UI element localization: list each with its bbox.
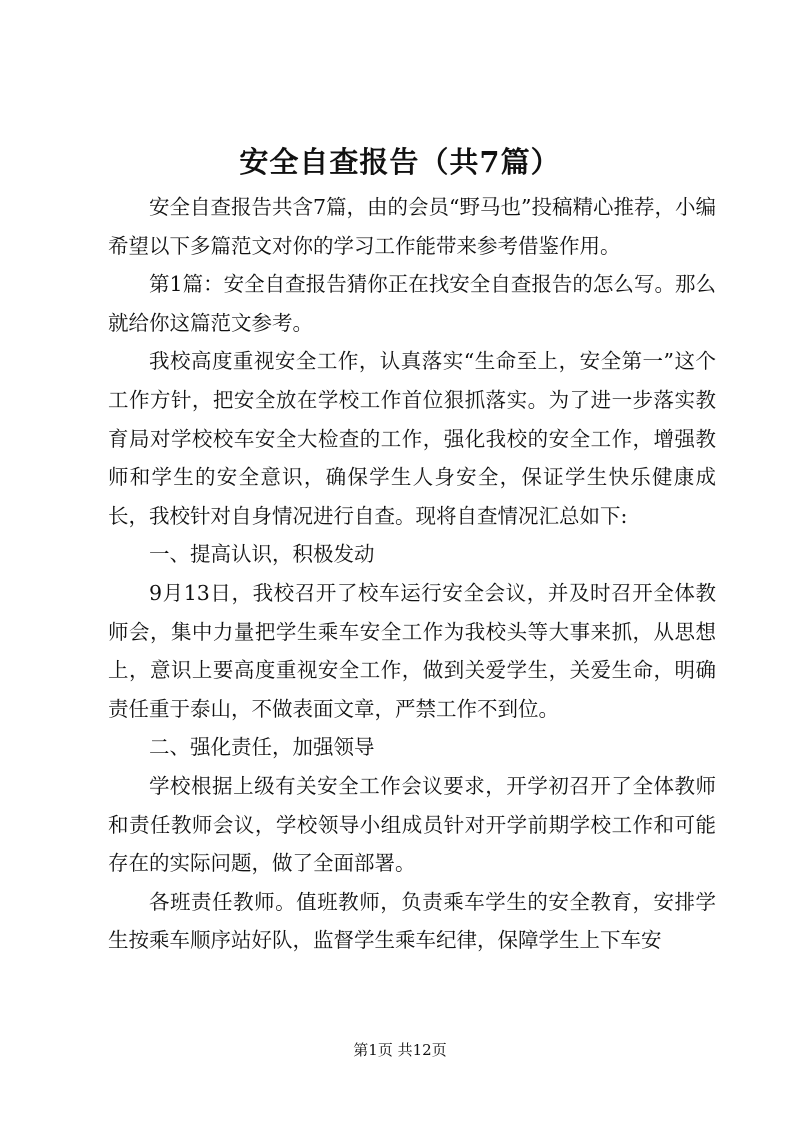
body-paragraph: 9月13日，我校召开了校车运行安全会议，并及时召开全体教师会，集中力量把学生乘车安全工作为我校头等大事来抓，从思想上，意识上要高度重视安全工作，做到关爱学生，关爱生命，明确责任重于泰山，不做表面文章，严禁工作不到位。	[108, 580, 716, 721]
body-paragraph: 我校高度重视安全工作，认真落实“生命至上，安全第一”这个工作方针，把安全放在学校工作首位狠抓落实。为了进一步落实教育局对学校校车安全大检查的工作，强化我校的安全工作，增强教师和学生的安全意识，确保学生人身安全，保证学生快乐健康成长，我校针对自身情况进行自查。现将自查情况汇总如下:	[108, 349, 716, 528]
document-body	[108, 188, 716, 960]
chapter-heading-paragraph: 第1篇：安全自查报告猜你正在找安全自查报告的怎么写。那么就给你这篇范文参考。	[108, 272, 716, 335]
page-footer: 第1页 共12页	[353, 1041, 447, 1059]
body-paragraph: 学校根据上级有关安全工作会议要求，开学初召开了全体教师和责任教师会议，学校领导小组成员针对开学前期学校工作和可能存在的实际问题，做了全面部署。	[108, 773, 716, 876]
body-paragraph: 各班责任教师。值班教师，负责乘车学生的安全教育，安排学生按乘车顺序站好队，监督学生乘车纪律，保障学生上下车安	[108, 889, 716, 953]
intro-paragraph: 安全自查报告共含7篇，由的会员“野马也”投稿精心推荐，小编希望以下多篇范文对你的学习工作能带来参考借鉴作用。	[108, 195, 717, 258]
document-title: 安全自查报告（共7篇）	[239, 145, 561, 179]
section-heading: 二、强化责任，加强领导	[149, 735, 375, 760]
section-heading: 一、提高认识，积极发动	[149, 542, 375, 567]
